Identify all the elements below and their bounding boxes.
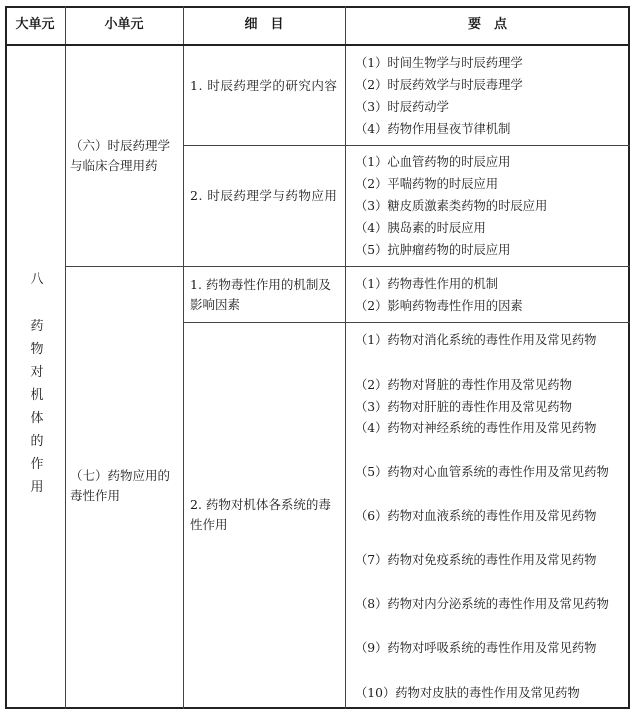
da-danyuan-char: 对 bbox=[30, 365, 44, 380]
da-danyuan-char: 作 bbox=[30, 457, 44, 472]
yaodian-item: （1）心血管药物的时辰应用 bbox=[355, 155, 511, 169]
da-danyuan-char: 的 bbox=[30, 434, 44, 449]
row-divider-ximu-1 bbox=[183, 145, 630, 146]
yaodian-item: （5）抗肿瘤药物的时辰应用 bbox=[355, 243, 511, 257]
da-danyuan-char: 物 bbox=[30, 342, 44, 357]
col-divider-2 bbox=[183, 6, 184, 709]
yaodian-item: （2）影响药物毒性作用的因素 bbox=[355, 299, 523, 313]
yaodian-item: （3）糖皮质激素类药物的时辰应用 bbox=[355, 199, 548, 213]
yaodian-item: （1）时间生物学与时辰药理学 bbox=[355, 56, 523, 70]
ximu-row-4: 2. 药物对机体各系统的毒性作用 bbox=[190, 497, 331, 532]
yaodian-item: （1）药物对消化系统的毒性作用及常见药物 bbox=[355, 333, 597, 347]
da-danyuan-char: 机 bbox=[30, 388, 44, 403]
yaodian-item: （2）时辰药效学与时辰毒理学 bbox=[355, 78, 523, 92]
col-divider-3 bbox=[345, 6, 346, 709]
yaodian-item: （4）胰岛素的时辰应用 bbox=[355, 221, 486, 235]
da-danyuan-char: 体 bbox=[30, 411, 44, 426]
yaodian-item: （5）药物对心血管系统的毒性作用及常见药物 bbox=[355, 465, 609, 479]
yaodian-item: （6）药物对血液系统的毒性作用及常见药物 bbox=[355, 509, 597, 523]
row-divider-ximu-3 bbox=[183, 322, 630, 323]
header-divider bbox=[5, 44, 630, 46]
yaodian-item: （9）药物对呼吸系统的毒性作用及常见药物 bbox=[355, 641, 597, 655]
yaodian-item: （2）平喘药物的时辰应用 bbox=[355, 177, 499, 191]
header-xiao-danyuan: 小单元 bbox=[104, 17, 144, 32]
yaodian-item: （1）药物毒性作用的机制 bbox=[355, 277, 499, 291]
row-divider-xiao-1 bbox=[65, 266, 630, 267]
yaodian-item: （4）药物对神经系统的毒性作用及常见药物 bbox=[355, 421, 597, 435]
col-divider-1 bbox=[65, 6, 66, 709]
yaodian-item: （3）时辰药动学 bbox=[355, 100, 449, 114]
header-ximu: 细 目 bbox=[244, 17, 284, 32]
yaodian-item: （3）药物对肝脏的毒性作用及常见药物 bbox=[355, 400, 572, 414]
yaodian-item: （2）药物对肾脏的毒性作用及常见药物 bbox=[355, 378, 572, 392]
da-danyuan-number: 八 bbox=[30, 272, 44, 287]
yaodian-item: （7）药物对免疫系统的毒性作用及常见药物 bbox=[355, 553, 597, 567]
xiao-danyuan-6: （六）时辰药理学与临床合理用药 bbox=[70, 138, 171, 173]
da-danyuan-char: 药 bbox=[30, 319, 44, 334]
yaodian-item: （10）药物对皮肤的毒性作用及常见药物 bbox=[355, 686, 580, 700]
ximu-row-3: 1. 药物毒性作用的机制及影响因素 bbox=[190, 277, 331, 312]
header-da-danyuan: 大单元 bbox=[15, 17, 55, 32]
header-yaodian: 要 点 bbox=[467, 17, 507, 32]
ximu-row-1: 1. 时辰药理学的研究内容 bbox=[190, 78, 338, 93]
yaodian-item: （4）药物作用昼夜节律机制 bbox=[355, 122, 511, 136]
ximu-row-2: 2. 时辰药理学与药物应用 bbox=[190, 188, 338, 203]
yaodian-item: （8）药物对内分泌系统的毒性作用及常见药物 bbox=[355, 597, 609, 611]
da-danyuan-char: 用 bbox=[30, 480, 44, 495]
xiao-danyuan-7: （七）药物应用的毒性作用 bbox=[70, 468, 171, 503]
